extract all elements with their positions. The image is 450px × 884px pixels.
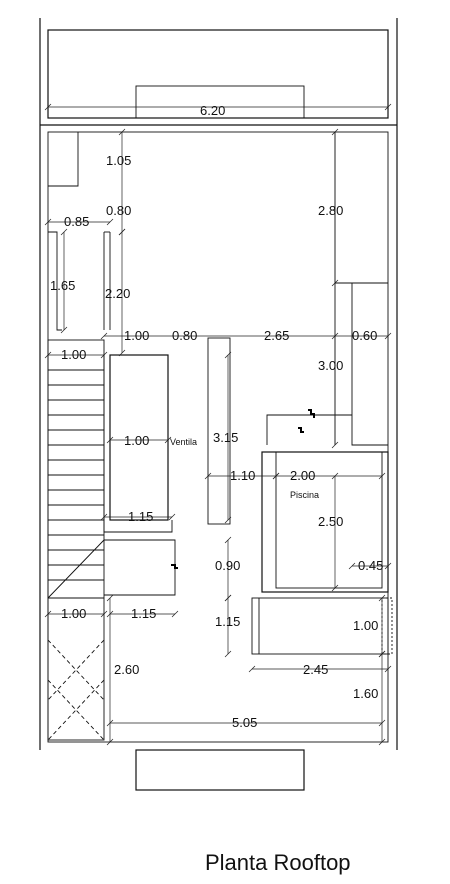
dim-label: 2.80 [318, 203, 344, 218]
stair-treads [48, 370, 104, 598]
dim-label: 1.00 [61, 606, 87, 621]
dim-label: 1.00 [124, 328, 150, 343]
dim-label: 1.05 [106, 153, 132, 168]
room-label-piscina: Piscina [290, 490, 320, 500]
dim-label: 1.10 [230, 468, 256, 483]
dim-label: 0.80 [172, 328, 198, 343]
dim-label: 1.15 [131, 606, 157, 621]
dim-label: 3.00 [318, 358, 344, 373]
dim-label: 1.00 [124, 433, 150, 448]
landing [48, 540, 175, 598]
dim-label: 2.45 [303, 662, 329, 677]
dim-label: 3.15 [213, 430, 239, 445]
dim-label: 5.05 [232, 715, 258, 730]
door-mark [171, 565, 178, 568]
dim-label: 1.15 [128, 509, 154, 524]
plan-title: Planta Rooftop [205, 850, 351, 875]
upper-right-room [352, 283, 388, 445]
stair-landing-right [267, 415, 352, 445]
dim-label: 6.20 [200, 103, 226, 118]
dim-label: 0.85 [64, 214, 90, 229]
dim-label: 1.00 [353, 618, 379, 633]
dim-label: 0.90 [215, 558, 241, 573]
dim-label: 0.80 [106, 203, 132, 218]
door-mark [298, 428, 304, 432]
dim-label: 2.60 [114, 662, 140, 677]
dim-label: 1.60 [353, 686, 379, 701]
notch-wall [48, 132, 78, 186]
stair-void-cross [48, 640, 104, 740]
dim-label: 2.00 [290, 468, 316, 483]
dim-label: 0.60 [352, 328, 378, 343]
dim-label: 2.50 [318, 514, 344, 529]
dim-label: 2.65 [264, 328, 290, 343]
dim-label: 1.15 [215, 614, 241, 629]
room-label-ventila: Ventila [170, 437, 198, 447]
dim-label: 0.45 [358, 558, 384, 573]
dim-label: 1.65 [50, 278, 76, 293]
door-mark [308, 410, 314, 418]
planter [382, 598, 392, 654]
bottom-balcony [136, 750, 304, 790]
dim-label: 1.00 [61, 347, 87, 362]
dim-label: 2.20 [105, 286, 131, 301]
